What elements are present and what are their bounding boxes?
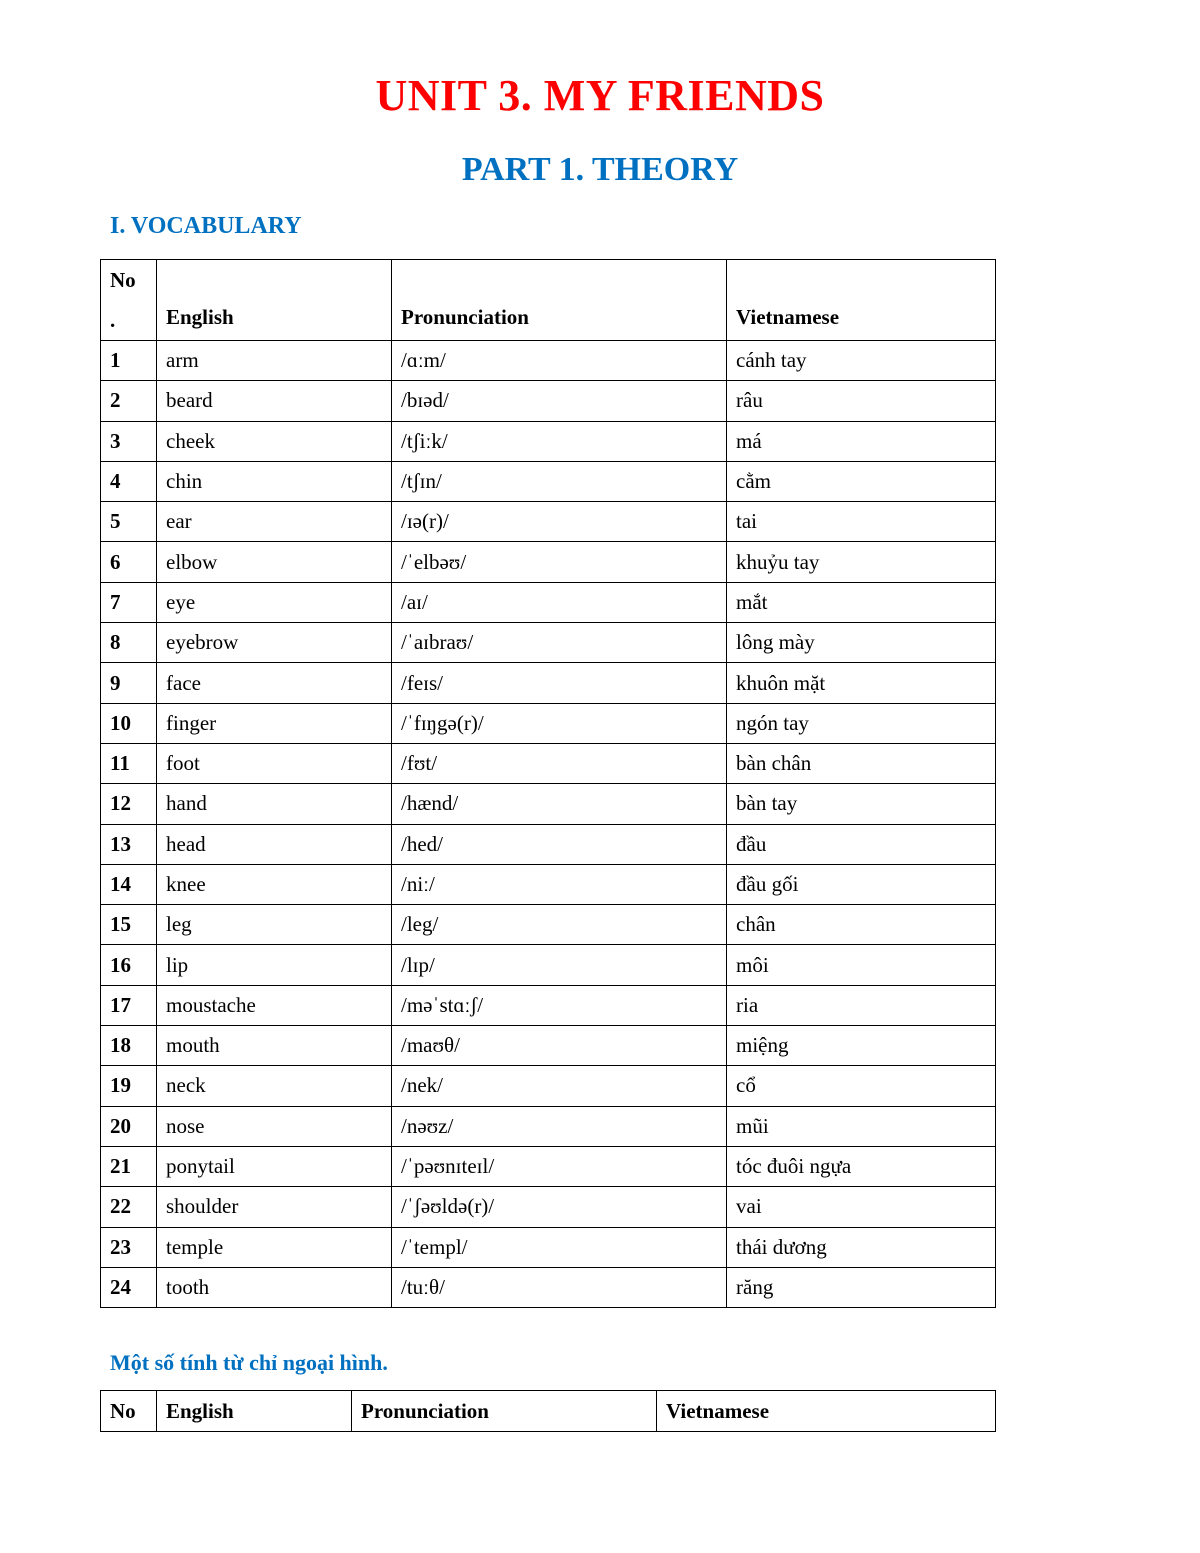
vietnamese-meaning: ria <box>727 985 996 1025</box>
table-row <box>101 582 996 622</box>
vietnamese-meaning: môi <box>727 945 996 985</box>
pronunciation: /ˈpəʊnɪteɪl/ <box>392 1146 727 1186</box>
table-row <box>101 1026 996 1066</box>
row-number: 7 <box>101 582 157 622</box>
table-row <box>101 421 996 461</box>
pronunciation: /bɪəd/ <box>392 381 727 421</box>
english-word: mouth <box>157 1026 392 1066</box>
english-word: cheek <box>157 421 392 461</box>
adjectives-table <box>100 1390 996 1432</box>
english-word: ear <box>157 502 392 542</box>
row-number: 22 <box>101 1187 157 1227</box>
row-number: 4 <box>101 461 157 501</box>
english-word: nose <box>157 1106 392 1146</box>
row-number: 21 <box>101 1146 157 1186</box>
pronunciation: /tʃɪn/ <box>392 461 727 501</box>
english-word: eye <box>157 582 392 622</box>
vietnamese-meaning: má <box>727 421 996 461</box>
vietnamese-meaning: bàn tay <box>727 784 996 824</box>
english-word: chin <box>157 461 392 501</box>
row-number: 23 <box>101 1227 157 1267</box>
header-no: No <box>101 1391 157 1432</box>
row-number: 15 <box>101 905 157 945</box>
vietnamese-meaning: mũi <box>727 1106 996 1146</box>
english-word: eyebrow <box>157 623 392 663</box>
pronunciation: /ɪə(r)/ <box>392 502 727 542</box>
english-word: face <box>157 663 392 703</box>
table-row <box>101 341 996 381</box>
english-word: finger <box>157 703 392 743</box>
pronunciation: /hænd/ <box>392 784 727 824</box>
pronunciation: /lɪp/ <box>392 945 727 985</box>
english-word: hand <box>157 784 392 824</box>
vietnamese-meaning: bàn chân <box>727 743 996 783</box>
row-number: 18 <box>101 1026 157 1066</box>
vietnamese-meaning: răng <box>727 1267 996 1307</box>
english-word: moustache <box>157 985 392 1025</box>
row-number: 17 <box>101 985 157 1025</box>
page-subtitle: PART 1. THEORY <box>461 151 739 188</box>
table-row <box>101 905 996 945</box>
vietnamese-meaning: đầu <box>727 824 996 864</box>
vietnamese-meaning: cằm <box>727 461 996 501</box>
page-title: UNIT 3. MY FRIENDS <box>375 71 825 120</box>
english-word: elbow <box>157 542 392 582</box>
english-word: tooth <box>157 1267 392 1307</box>
vietnamese-meaning: thái dương <box>727 1227 996 1267</box>
english-word: head <box>157 824 392 864</box>
table-row <box>101 743 996 783</box>
pronunciation: /leg/ <box>392 905 727 945</box>
english-word: arm <box>157 341 392 381</box>
table-row <box>101 502 996 542</box>
english-word: beard <box>157 381 392 421</box>
pronunciation: /ɑːm/ <box>392 341 727 381</box>
vietnamese-meaning: vai <box>727 1187 996 1227</box>
vietnamese-meaning: tai <box>727 502 996 542</box>
pronunciation: /aɪ/ <box>392 582 727 622</box>
pronunciation: /maʊθ/ <box>392 1026 727 1066</box>
row-number: 13 <box>101 824 157 864</box>
section-heading-adjectives: Một số tính từ chỉ ngoại hình. <box>110 1350 388 1375</box>
pronunciation: /ˈfɪŋgə(r)/ <box>392 703 727 743</box>
table-row <box>101 824 996 864</box>
header-english: English <box>157 1391 352 1432</box>
row-number: 5 <box>101 502 157 542</box>
row-number: 16 <box>101 945 157 985</box>
pronunciation: /tʃiːk/ <box>392 421 727 461</box>
row-number: 10 <box>101 703 157 743</box>
vocabulary-header-row <box>101 260 996 341</box>
english-word: leg <box>157 905 392 945</box>
row-number: 3 <box>101 421 157 461</box>
row-number: 9 <box>101 663 157 703</box>
vietnamese-meaning: khuôn mặt <box>727 663 996 703</box>
vietnamese-meaning: râu <box>727 381 996 421</box>
row-number: 24 <box>101 1267 157 1307</box>
english-word: lip <box>157 945 392 985</box>
row-number: 6 <box>101 542 157 582</box>
section-heading-vocabulary: I. VOCABULARY <box>110 213 302 239</box>
table-row <box>101 1066 996 1106</box>
pronunciation: /ˈtempl/ <box>392 1227 727 1267</box>
table-row <box>101 985 996 1025</box>
table-row <box>101 1187 996 1227</box>
pronunciation: /feɪs/ <box>392 663 727 703</box>
english-word: neck <box>157 1066 392 1106</box>
table-row <box>101 864 996 904</box>
row-number: 20 <box>101 1106 157 1146</box>
pronunciation: /nek/ <box>392 1066 727 1106</box>
pronunciation: /məˈstɑːʃ/ <box>392 985 727 1025</box>
row-number: 1 <box>101 341 157 381</box>
pronunciation: /fʊt/ <box>392 743 727 783</box>
pronunciation: /hed/ <box>392 824 727 864</box>
table-row <box>101 623 996 663</box>
table-row <box>101 1106 996 1146</box>
vietnamese-meaning: mắt <box>727 582 996 622</box>
table-row <box>101 1267 996 1307</box>
table-row <box>101 663 996 703</box>
row-number: 2 <box>101 381 157 421</box>
table-row <box>101 1227 996 1267</box>
table-row <box>101 1146 996 1186</box>
vietnamese-meaning: miệng <box>727 1026 996 1066</box>
header-vietnamese: Vietnamese <box>727 260 996 341</box>
vietnamese-meaning: lông mày <box>727 623 996 663</box>
vietnamese-meaning: khuỷu tay <box>727 542 996 582</box>
header-pronunciation: Pronunciation <box>392 260 727 341</box>
english-word: ponytail <box>157 1146 392 1186</box>
pronunciation: /ˈʃəʊldə(r)/ <box>392 1187 727 1227</box>
table-row <box>101 461 996 501</box>
pronunciation: /ˈelbəʊ/ <box>392 542 727 582</box>
vietnamese-meaning: cổ <box>727 1066 996 1106</box>
pronunciation: /niː/ <box>392 864 727 904</box>
english-word: shoulder <box>157 1187 392 1227</box>
header-vietnamese: Vietnamese <box>657 1391 996 1432</box>
table-row <box>101 542 996 582</box>
row-number: 11 <box>101 743 157 783</box>
vocabulary-table <box>100 259 996 1308</box>
header-no: No . <box>101 260 157 341</box>
table-row <box>101 784 996 824</box>
vietnamese-meaning: ngón tay <box>727 703 996 743</box>
pronunciation: /nəʊz/ <box>392 1106 727 1146</box>
adjectives-header-row <box>101 1391 996 1432</box>
english-word: temple <box>157 1227 392 1267</box>
english-word: foot <box>157 743 392 783</box>
english-word: knee <box>157 864 392 904</box>
row-number: 14 <box>101 864 157 904</box>
header-english: English <box>157 260 392 341</box>
row-number: 8 <box>101 623 157 663</box>
vietnamese-meaning: chân <box>727 905 996 945</box>
table-row <box>101 703 996 743</box>
table-row <box>101 945 996 985</box>
table-row <box>101 381 996 421</box>
header-pronunciation: Pronunciation <box>352 1391 657 1432</box>
pronunciation: /tuːθ/ <box>392 1267 727 1307</box>
row-number: 19 <box>101 1066 157 1106</box>
vietnamese-meaning: cánh tay <box>727 341 996 381</box>
row-number: 12 <box>101 784 157 824</box>
vietnamese-meaning: đầu gối <box>727 864 996 904</box>
vietnamese-meaning: tóc đuôi ngựa <box>727 1146 996 1186</box>
pronunciation: /ˈaɪbraʊ/ <box>392 623 727 663</box>
